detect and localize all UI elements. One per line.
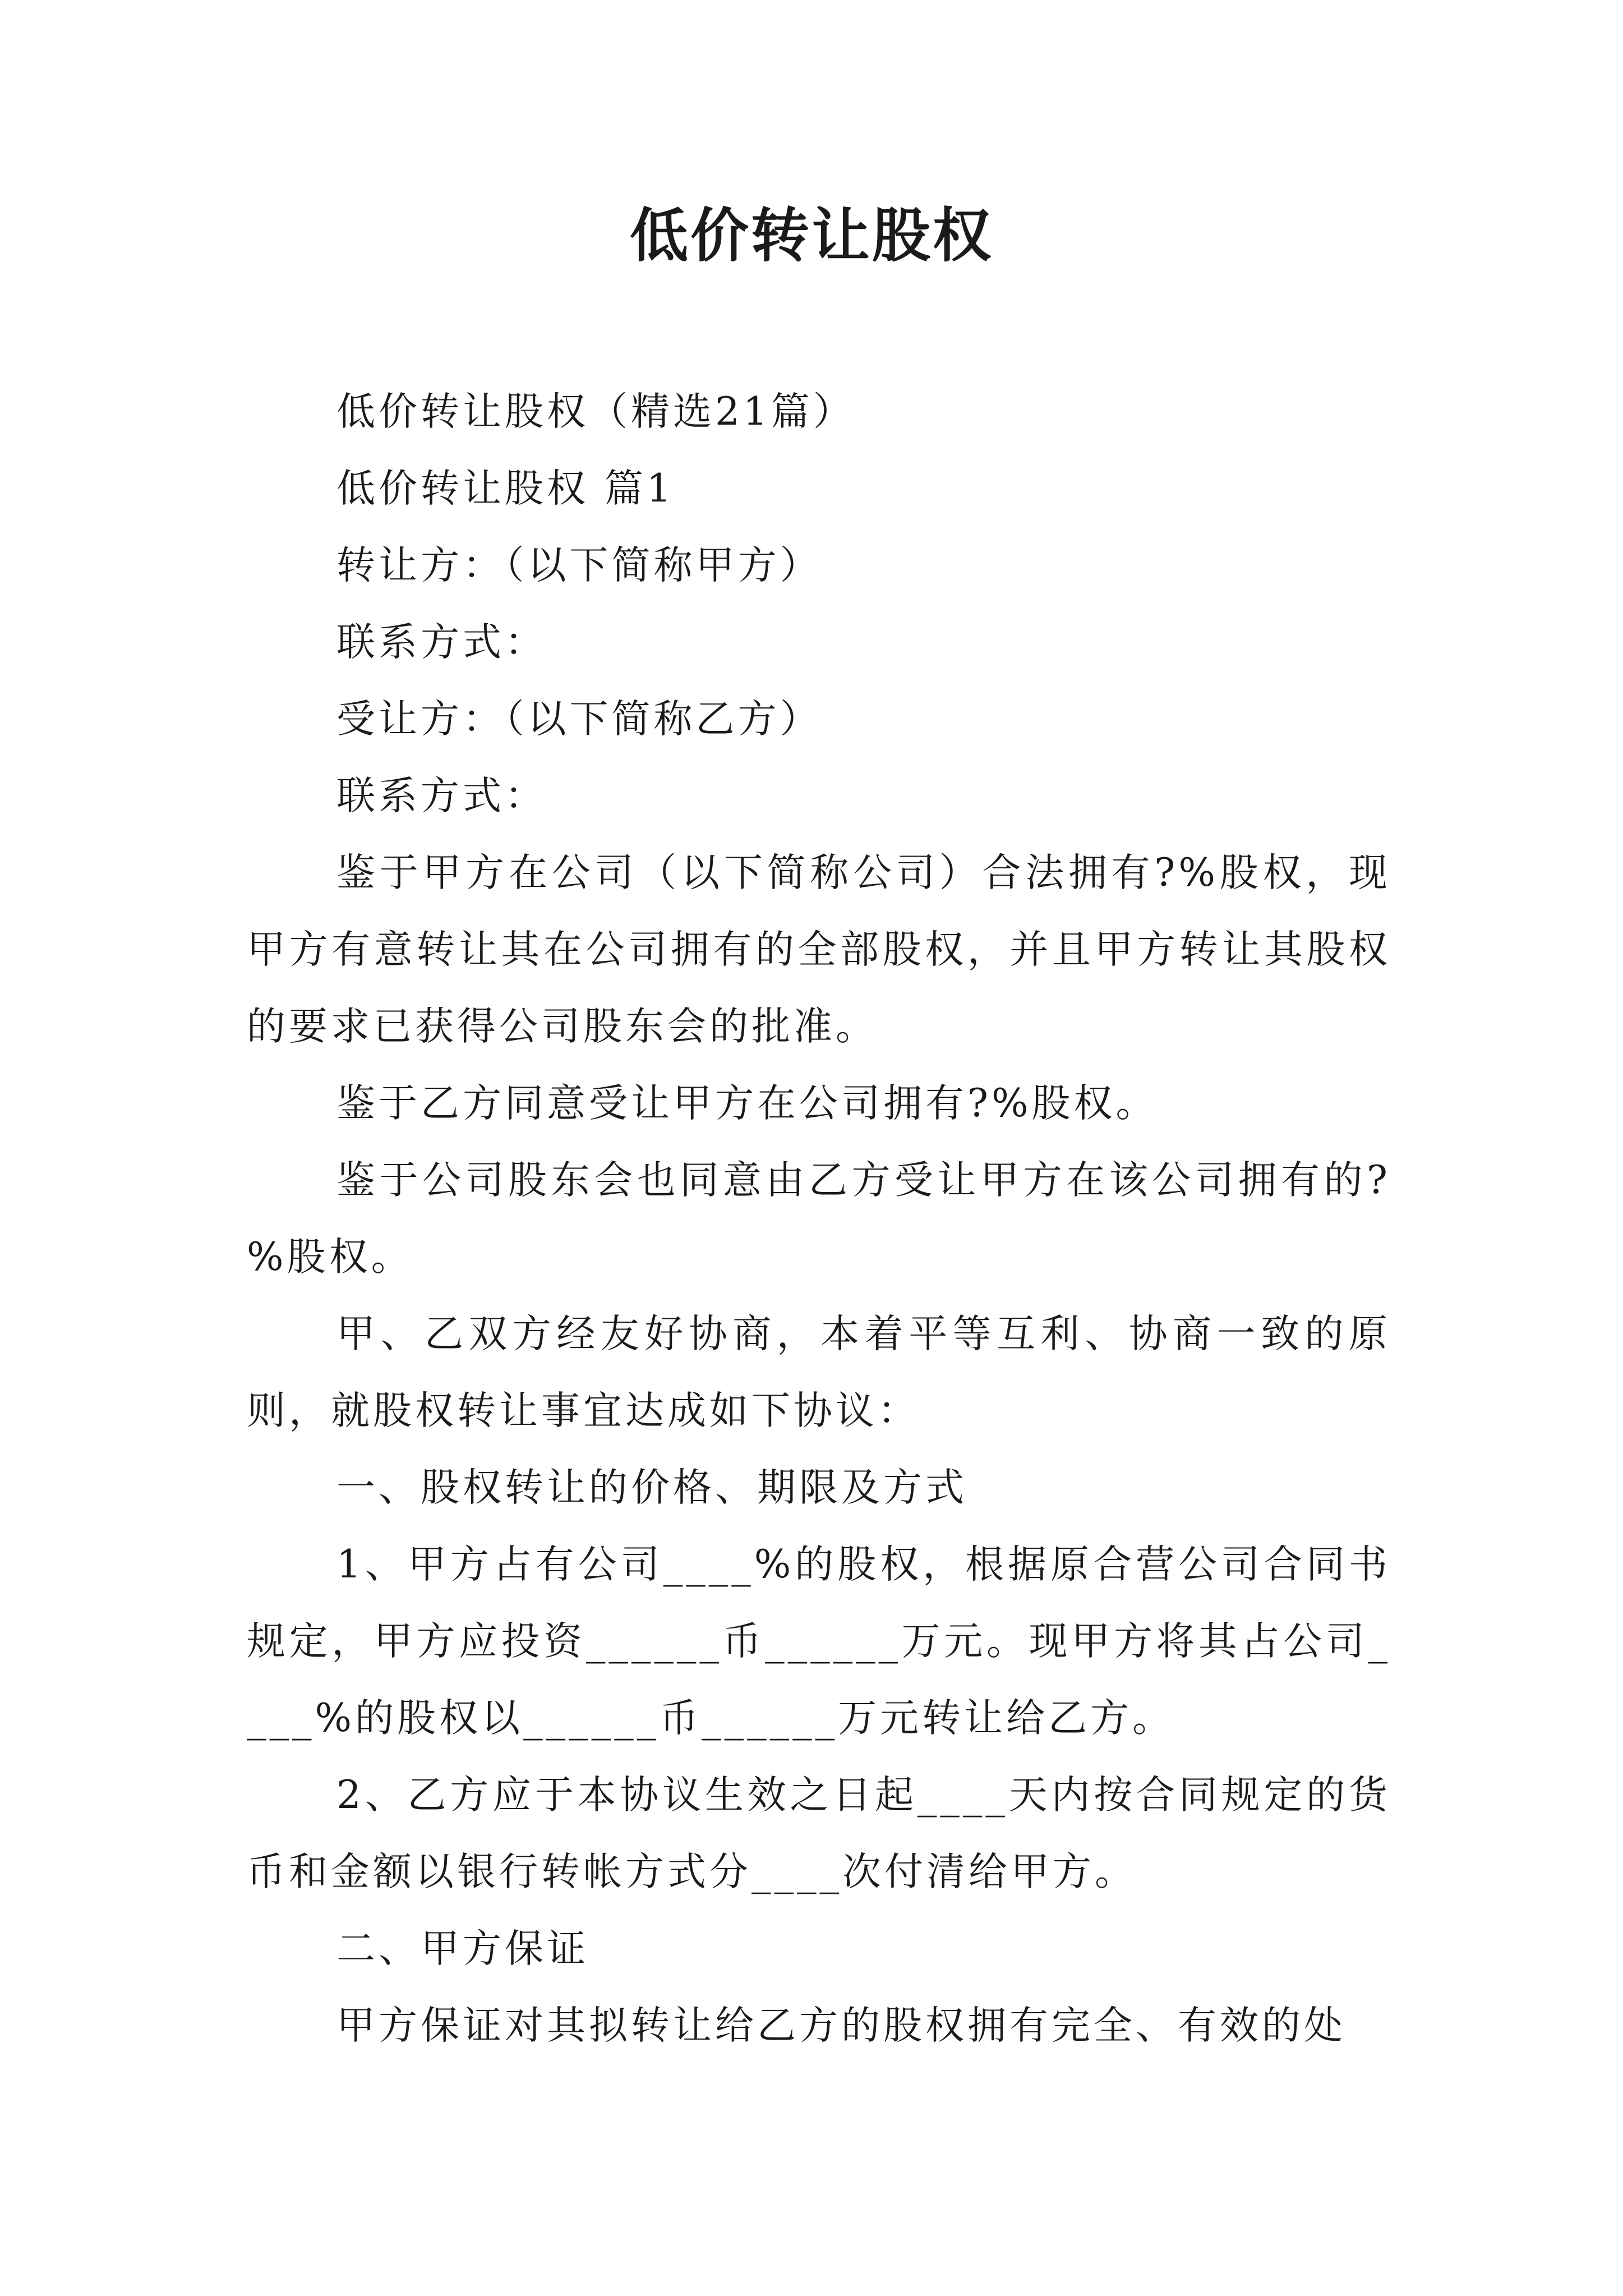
recital-paragraph: 鉴于甲方在公司（以下简称公司）合法拥有?%股权，现甲方有意转让其在公司拥有的全部股权，并且甲方转让其股权的要求已获得公司股东会的批准。 <box>247 850 1391 1049</box>
agreement-intro-paragraph: 甲、乙双方经友好协商，本着平等互利、协商一致的原则，就股权转让事宜达成如下协议： <box>247 1312 1391 1433</box>
section-heading-paragraph: 低价转让股权 篇1 <box>336 466 675 511</box>
transferor-line: 转让方：（以下简称甲方） <box>336 543 822 588</box>
clause-paragraph: 甲方保证对其拟转让给乙方的股权拥有完全、有效的处 <box>336 2003 1346 2048</box>
subtitle-paragraph: 低价转让股权（精选21篇） <box>336 389 855 434</box>
document-title: 低价转让股权 <box>629 201 993 270</box>
document-body <box>247 374 1391 2064</box>
transferee-contact-line: 联系方式： <box>336 774 547 818</box>
transferee-line: 受让方：（以下简称乙方） <box>336 697 822 742</box>
clause-heading: 二、甲方保证 <box>336 1926 589 1971</box>
transferor-contact-line: 联系方式： <box>336 620 547 665</box>
clause-paragraph: 2、乙方应于本协议生效之日起____天内按合同规定的货币和金额以银行转帐方式分____次付清给甲方。 <box>247 1773 1391 1894</box>
clause-heading: 一、股权转让的价格、期限及方式 <box>336 1465 967 1510</box>
recital-paragraph: 鉴于乙方同意受让甲方在公司拥有?%股权。 <box>336 1081 1158 1126</box>
recital-paragraph: 鉴于公司股东会也同意由乙方受让甲方在该公司拥有的?%股权。 <box>247 1158 1391 1280</box>
clause-paragraph: 1、甲方占有公司____%的股权，根据原合营公司合同书规定，甲方应投资______币______万元。现甲方将其占公司____%的股权以______币______万元转让给乙方。 <box>247 1542 1391 1741</box>
